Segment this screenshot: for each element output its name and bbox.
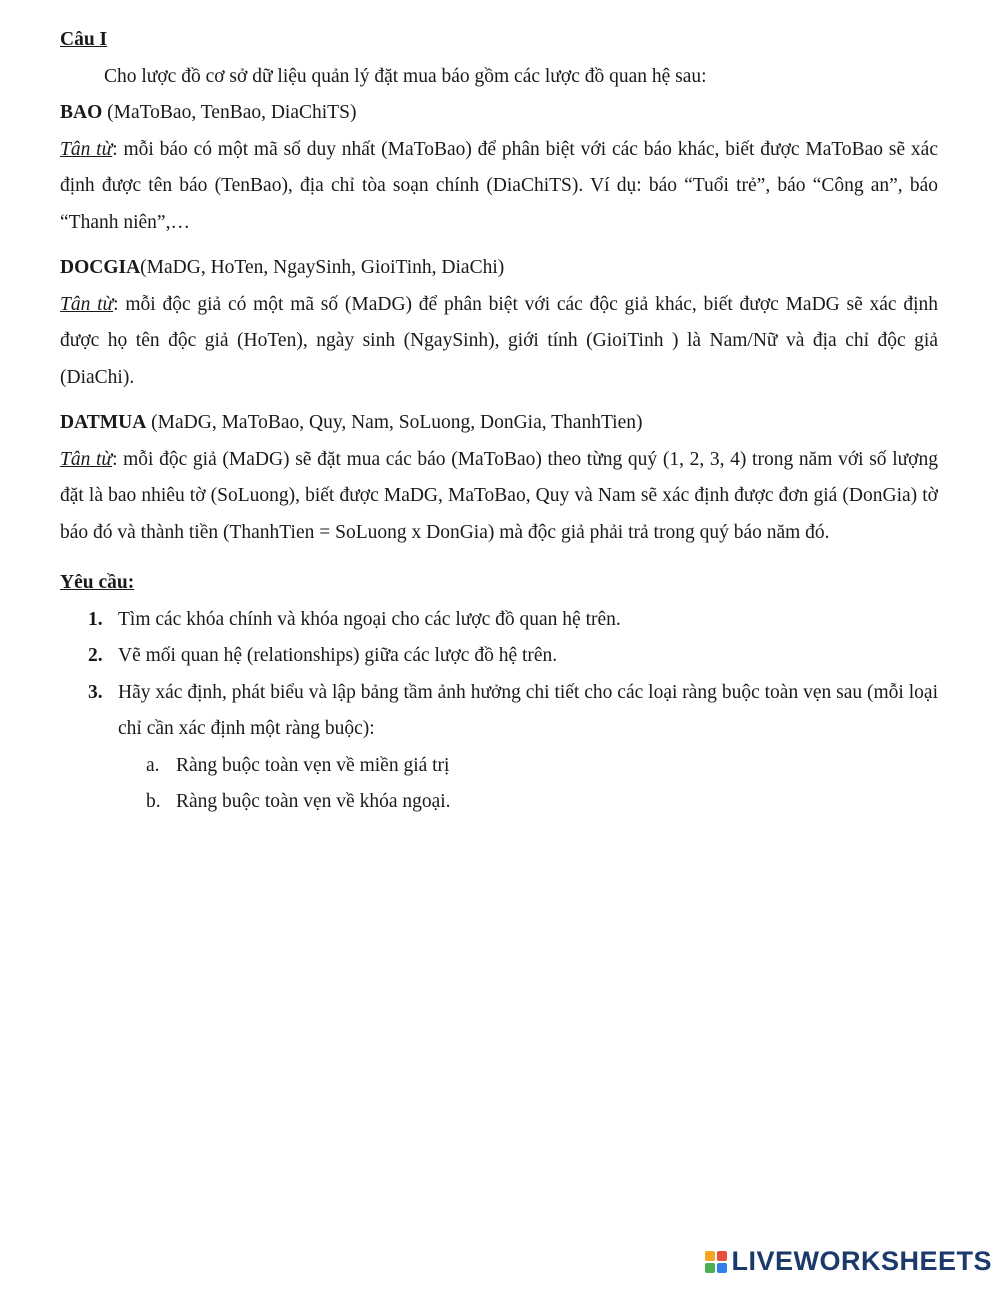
sub-requirement-text: Ràng buộc toàn vẹn về miền giá trị — [176, 754, 450, 776]
logo-square — [705, 1263, 715, 1273]
requirements-list — [60, 602, 938, 821]
relation-attributes: (MaDG, MaToBao, Quy, Nam, SoLuong, DonGia, ThanhTien) — [146, 412, 643, 433]
relation-datmua-schema — [60, 405, 938, 442]
description-text: : mỗi độc giả có một mã số (MaDG) để phân biệt với các độc giả khác, biết được MaDG sẽ xác định được họ tên độc giả (HoTen), ngày sinh (NgaySinh), giới tính (GioiTinh ) là Nam/Nữ và địa chỉ độc giả (DiaChi). — [60, 293, 939, 388]
requirement-number: 1. — [88, 608, 103, 630]
logo-square — [717, 1263, 727, 1273]
sub-requirement-letter: b. — [146, 791, 161, 812]
liveworksheets-logo-text: LIVEWORKSHEETS — [731, 1246, 992, 1276]
relation-bao-schema — [60, 95, 938, 132]
intro-paragraph: Cho lược đồ cơ sở dữ liệu quản lý đặt mua báo gồm các lược đồ quan hệ sau: — [104, 65, 707, 87]
requirement-number: 3. — [88, 681, 103, 703]
relation-datmua-description — [60, 442, 938, 552]
sub-requirements-list — [118, 748, 938, 821]
relation-name: DOCGIA — [60, 257, 141, 278]
sub-requirement-text: Ràng buộc toàn vẹn về khóa ngoại. — [176, 791, 451, 812]
requirement-text: Tìm các khóa chính và khóa ngoại cho các lược đồ quan hệ trên. — [118, 608, 621, 630]
worksheet-page — [60, 22, 938, 821]
section-heading: Câu I — [60, 29, 108, 50]
requirements-heading: Yêu cầu: — [60, 572, 135, 593]
tan-tu-label: Tân từ — [60, 138, 113, 160]
requirement-text: Hãy xác định, phát biểu và lập bảng tầm ảnh hưởng chi tiết cho các loại ràng buộc toàn vẹn sau (mỗi loại chỉ cần xác định một ràng buộc): — [118, 681, 938, 739]
requirement-item — [60, 602, 938, 639]
requirement-number: 2. — [88, 645, 103, 666]
sub-requirement-item — [118, 748, 938, 785]
logo-square — [705, 1251, 715, 1261]
tan-tu-label: Tân từ — [60, 448, 113, 470]
requirement-item — [60, 675, 938, 821]
relation-docgia-schema — [60, 250, 938, 287]
liveworksheets-logo-icon — [705, 1251, 727, 1273]
relation-attributes: (MaDG, HoTen, NgaySinh, GioiTinh, DiaChi) — [140, 257, 505, 278]
liveworksheets-logo — [705, 1246, 992, 1277]
relation-bao-description — [60, 132, 938, 242]
logo-square — [717, 1251, 727, 1261]
relation-attributes: (MaToBao, TenBao, DiaChiTS) — [102, 102, 357, 123]
relation-name: DATMUA — [60, 412, 147, 433]
requirement-item — [60, 638, 938, 675]
relation-name: BAO — [60, 102, 103, 123]
requirement-text: Vẽ mối quan hệ (relationships) giữa các lược đồ hệ trên. — [118, 645, 558, 666]
sub-requirement-item — [118, 784, 938, 821]
tan-tu-label: Tân từ — [60, 293, 114, 315]
description-text: : mỗi báo có một mã số duy nhất (MaToBao) để phân biệt với các báo khác, biết được MaToBao sẽ xác định được tên báo (TenBao), địa chỉ tòa soạn chính (DiaChiTS). Ví dụ: báo “Tuổi trẻ”, báo “Công an”, báo “Thanh niên”,… — [60, 138, 938, 233]
relation-docgia-description — [60, 287, 938, 397]
description-text: : mỗi độc giả (MaDG) sẽ đặt mua các báo (MaToBao) theo từng quý (1, 2, 3, 4) trong năm với số lượng đặt là bao nhiêu tờ (SoLuong), biết được MaDG, MaToBao, Quy và Nam sẽ xác định được đơn giá (DonGia) tờ báo đó và thành tiền (ThanhTien = SoLuong x DonGia) mà độc giả phải trả trong quý báo năm đó. — [60, 448, 938, 543]
sub-requirement-letter: a. — [146, 754, 160, 776]
